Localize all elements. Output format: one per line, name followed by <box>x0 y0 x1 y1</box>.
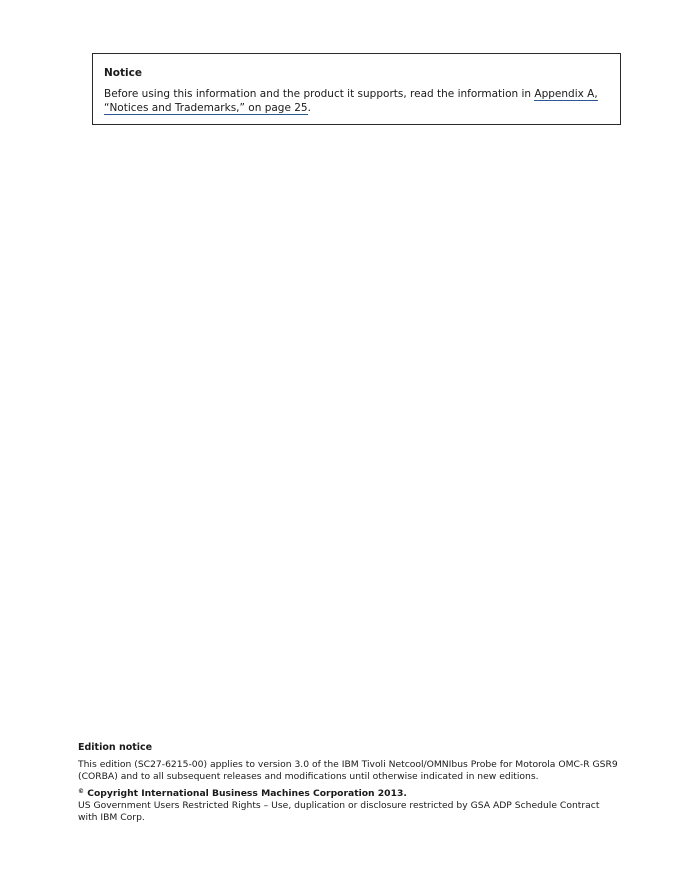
restricted-rights-text: US Government Users Restricted Rights – Use, duplication or disclosure restricted by GSA ADP Schedule Contract with IBM Corp. <box>78 800 600 823</box>
copyright-symbol: © <box>78 788 84 795</box>
notice-text <box>104 87 609 115</box>
notice-box <box>92 53 621 125</box>
notice-text-after: . <box>307 102 311 114</box>
notice-title: Notice <box>104 67 142 79</box>
edition-notice <box>78 741 618 824</box>
notice-text-before: Before using this information and the product it supports, read the information in <box>104 88 535 100</box>
copyright-text: Copyright International Business Machines Corporation 2013. <box>84 788 407 799</box>
appendix-a-link[interactable]: Appendix A, “Notices and Trademarks,” on page 25 <box>104 88 598 114</box>
edition-text: This edition (SC27-6215-00) applies to version 3.0 of the IBM Tivoli Netcool/OMNIbus Probe for Motorola OMC-R GSR9 (CORBA) and to all subsequent releases and modifications until otherwise indicated in new editions. <box>78 759 618 782</box>
edition-title: Edition notice <box>78 742 153 753</box>
copyright-line <box>78 788 618 800</box>
